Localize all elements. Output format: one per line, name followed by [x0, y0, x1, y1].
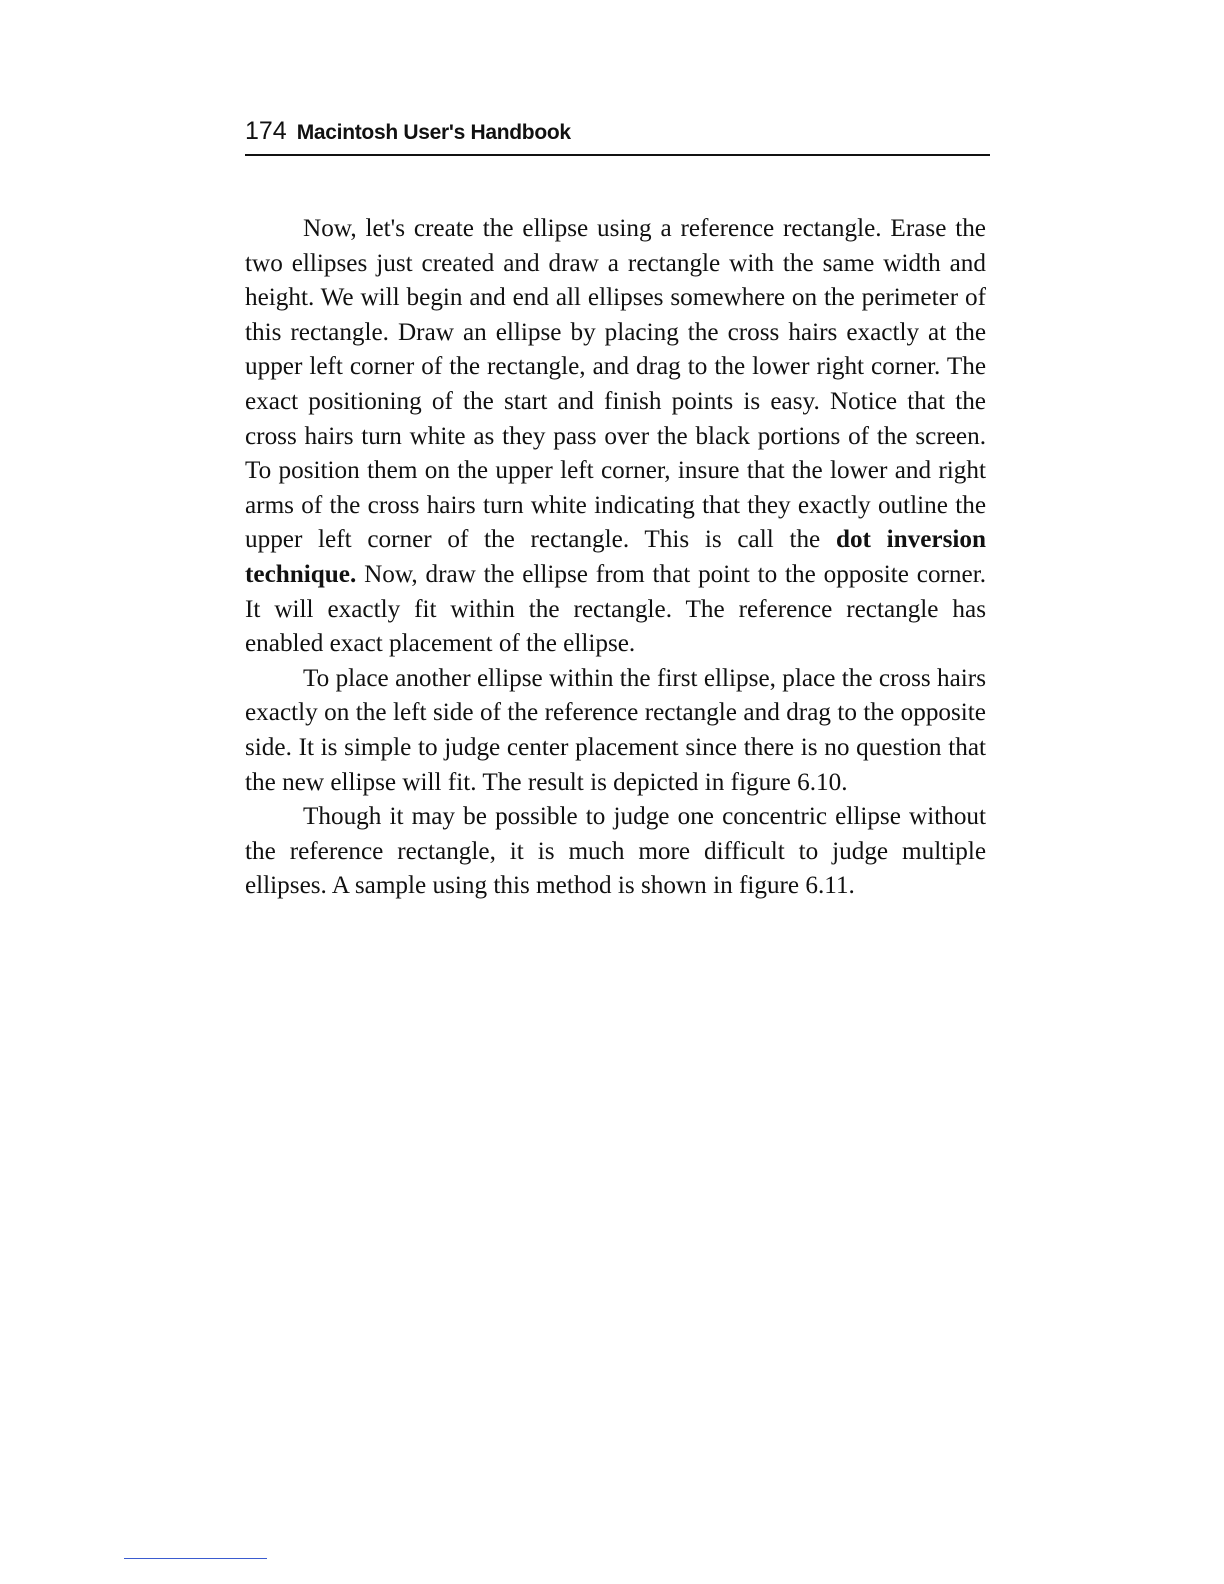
footer-rule	[124, 1558, 267, 1559]
paragraph: To place another ellipse within the first ellipse, place the cross hairs exactly on the left side of the reference rectangle and drag to the opposite side. It is simple to judge center placement since there is no question that the new ellipse will fit. The result is depicted in figure 6.10.	[245, 664, 986, 796]
paragraph-text: Now, draw the ellipse from that point to the opposite corner. It will exactly fit within the rectangle. The reference rectangle has enabled exact placement of the ellipse.	[245, 560, 986, 658]
paragraph	[245, 212, 986, 662]
paragraph-text: Now, let's create the ellipse using a reference rectangle. Erase the two ellipses just created and draw a rectangle with the same width and height. We will begin and end all ellipses somewhere on the perimeter of this rectangle. Draw an ellipse by placing the cross hairs exactly at the upper left corner of the rectangle, and drag to the lower right corner. The exact positioning of the start and finish points is easy. Notice that the cross hairs turn white as they pass over the black portions of the screen. To position them on the upper left corner, insure that the lower and right arms of the cross hairs turn white indicating that they exactly outline the upper left corner of the rectangle. This is call the	[245, 215, 986, 554]
paragraph: Though it may be possible to judge one concentric ellipse without the reference rectangle, it is much more difficult to judge multiple ellipses. A sample using this method is shown in figure 6.11.	[245, 803, 986, 900]
running-header	[245, 116, 990, 156]
page-number: 174	[245, 117, 287, 145]
bold-term: dot inversion technique.	[245, 526, 986, 588]
book-title: Macintosh User's Handbook	[296, 121, 571, 144]
body-text	[245, 212, 986, 904]
